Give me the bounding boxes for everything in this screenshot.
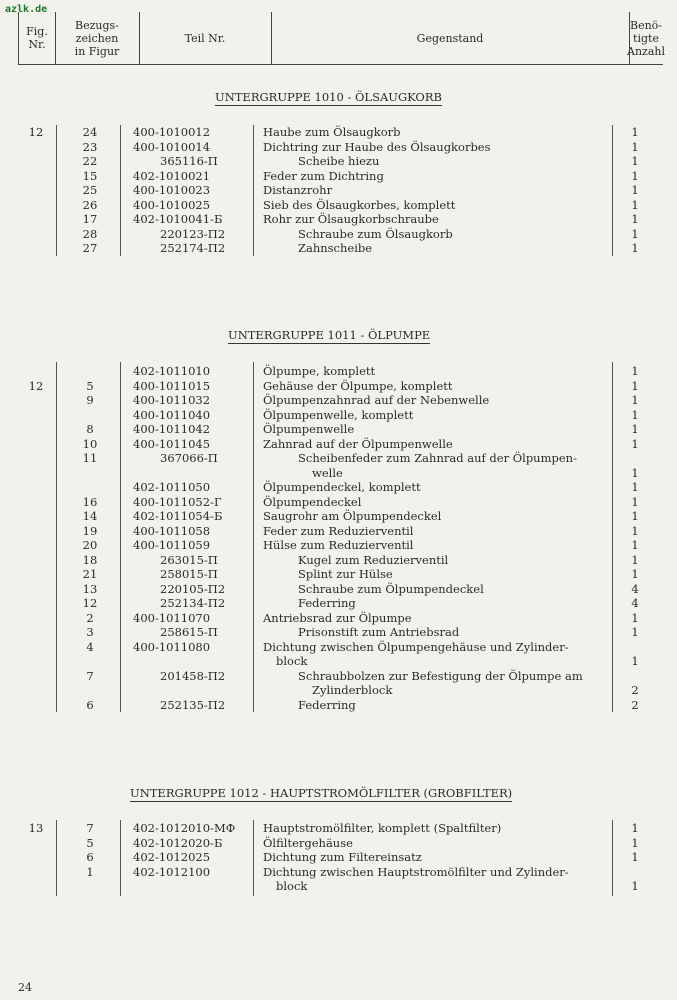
quantity: 1 bbox=[631, 226, 639, 241]
quantity: 1 bbox=[631, 480, 639, 494]
quantity: 1 bbox=[631, 197, 639, 212]
part-number: 402-1011054-Б bbox=[133, 509, 223, 523]
part-number: 201458-П2 bbox=[160, 668, 226, 683]
section-title-1011: UNTERGRUPPE 1011 - ÖLPUMPE bbox=[228, 328, 431, 342]
quantity: 1 bbox=[631, 523, 639, 538]
item-description: Ölpumpendeckel bbox=[263, 494, 362, 509]
item-description: Zylinderblock bbox=[312, 683, 393, 697]
part-number: 400-1011070 bbox=[133, 610, 211, 625]
table-row bbox=[0, 538, 677, 552]
part-number: 220105-П2 bbox=[160, 581, 226, 596]
item-description: Ölpumpendeckel, komplett bbox=[263, 480, 421, 494]
part-number: 400-1010025 bbox=[133, 197, 211, 212]
quantity: 1 bbox=[631, 393, 639, 407]
table-row bbox=[0, 466, 677, 480]
reference-number: 5 bbox=[86, 378, 94, 393]
item-description: Zahnscheibe bbox=[298, 241, 373, 255]
part-number: 402-1010021 bbox=[133, 168, 211, 183]
reference-number: 22 bbox=[82, 154, 98, 168]
item-description: Dichtung zwischen Ölpumpengehäuse und Zylinder- bbox=[263, 639, 569, 654]
reference-number: 13 bbox=[82, 581, 98, 596]
table-row bbox=[0, 879, 677, 893]
part-number: 402-1012010-МФ bbox=[133, 821, 236, 835]
item-description: Rohr zur Ölsaugkorbschraube bbox=[263, 212, 439, 226]
table-row bbox=[0, 509, 677, 523]
part-number: 400-1011015 bbox=[133, 378, 211, 393]
table-row bbox=[0, 850, 677, 864]
reference-number: 3 bbox=[86, 625, 94, 639]
table-row bbox=[0, 596, 677, 610]
table-row bbox=[0, 625, 677, 639]
reference-number: 25 bbox=[82, 183, 98, 197]
reference-number: 4 bbox=[86, 639, 94, 654]
table-row bbox=[0, 865, 677, 879]
quantity: 1 bbox=[631, 125, 639, 139]
fig-number: 12 bbox=[28, 378, 44, 393]
part-number: 400-1011040 bbox=[133, 407, 211, 422]
part-number: 400-1010014 bbox=[133, 139, 211, 154]
item-description: Ölfiltergehäuse bbox=[263, 835, 353, 850]
quantity: 1 bbox=[631, 850, 639, 864]
item-description: Dichtung zwischen Hauptstromölfilter und Zylinder- bbox=[263, 864, 569, 879]
table-row bbox=[0, 669, 677, 683]
item-description: Hülse zum Reduzierventil bbox=[263, 538, 414, 552]
reference-number: 11 bbox=[82, 451, 98, 465]
quantity: 1 bbox=[631, 509, 639, 523]
reference-number: 15 bbox=[82, 168, 98, 183]
reference-number: 20 bbox=[82, 538, 98, 552]
item-description: Gehäuse der Ölpumpe, komplett bbox=[263, 378, 453, 393]
table-row bbox=[0, 169, 677, 183]
table-row bbox=[0, 125, 677, 139]
item-description: welle bbox=[312, 465, 343, 480]
table-row bbox=[0, 698, 677, 712]
item-description: Ölpumpe, komplett bbox=[263, 364, 376, 378]
table-row bbox=[0, 836, 677, 850]
quantity: 1 bbox=[631, 879, 639, 893]
table-row bbox=[0, 524, 677, 538]
quantity: 1 bbox=[631, 241, 639, 255]
item-description: Saugrohr am Ölpumpendeckel bbox=[263, 509, 442, 523]
table-row bbox=[0, 437, 677, 451]
part-number: 400-1011080 bbox=[133, 639, 211, 654]
part-number: 252174-П2 bbox=[160, 241, 226, 255]
item-description: Splint zur Hülse bbox=[298, 567, 393, 581]
quantity: 1 bbox=[631, 436, 639, 451]
table-row bbox=[0, 611, 677, 625]
table-row bbox=[0, 212, 677, 226]
reference-number: 16 bbox=[82, 494, 98, 509]
table-row bbox=[0, 495, 677, 509]
table-row bbox=[0, 480, 677, 494]
header-gegenstand: Gegenstand bbox=[271, 12, 630, 64]
reference-number: 7 bbox=[86, 821, 94, 835]
part-number: 252135-П2 bbox=[160, 697, 226, 712]
reference-number: 10 bbox=[82, 436, 98, 451]
item-description: Feder zum Reduzierventil bbox=[263, 523, 414, 538]
quantity: 1 bbox=[631, 154, 639, 168]
item-description: Federring bbox=[298, 697, 356, 712]
watermark: azlk.de bbox=[5, 4, 48, 15]
reference-number: 7 bbox=[86, 668, 94, 683]
part-number: 400-1011042 bbox=[133, 422, 211, 436]
table-row bbox=[0, 154, 677, 168]
table-row bbox=[0, 451, 677, 465]
reference-number: 27 bbox=[82, 241, 98, 255]
part-number: 400-1011032 bbox=[133, 393, 211, 407]
table-header bbox=[18, 12, 663, 65]
table-row bbox=[0, 553, 677, 567]
item-description: Antriebsrad zur Ölpumpe bbox=[263, 610, 412, 625]
table-row bbox=[0, 241, 677, 255]
quantity: 1 bbox=[631, 212, 639, 226]
part-number: 220123-П2 bbox=[160, 226, 226, 241]
quantity: 1 bbox=[631, 378, 639, 393]
fig-number: 12 bbox=[28, 125, 44, 139]
item-description: Hauptstromölfilter, komplett (Spaltfilter) bbox=[263, 821, 502, 835]
reference-number: 28 bbox=[82, 226, 98, 241]
page-number: 24 bbox=[18, 981, 32, 994]
part-number: 402-1010041-Б bbox=[133, 212, 223, 226]
quantity: 1 bbox=[631, 407, 639, 422]
part-number: 365116-П bbox=[160, 154, 218, 168]
quantity: 4 bbox=[631, 581, 639, 596]
header-teil-nr: Teil Nr. bbox=[139, 12, 272, 64]
item-description: block bbox=[276, 879, 308, 893]
quantity: 1 bbox=[631, 567, 639, 581]
quantity: 4 bbox=[631, 596, 639, 610]
part-number: 252134-П2 bbox=[160, 596, 226, 610]
table-row bbox=[0, 379, 677, 393]
fig-number: 13 bbox=[28, 821, 44, 835]
reference-number: 24 bbox=[82, 125, 98, 139]
part-number: 402-1012100 bbox=[133, 864, 211, 879]
part-number: 400-1011059 bbox=[133, 538, 211, 552]
item-description: Feder zum Dichtring bbox=[263, 168, 384, 183]
quantity: 1 bbox=[631, 422, 639, 436]
item-description: Sieb des Ölsaugkorbes, komplett bbox=[263, 197, 456, 212]
item-description: Schraube zum Ölpumpendeckel bbox=[298, 581, 484, 596]
reference-number: 19 bbox=[82, 523, 98, 538]
part-number: 400-1011052-Г bbox=[133, 494, 222, 509]
header-anzahl: Benö- tigte Anzahl bbox=[627, 18, 665, 58]
table-row bbox=[0, 393, 677, 407]
item-description: Ölpumpenwelle bbox=[263, 422, 355, 436]
reference-number: 2 bbox=[86, 610, 94, 625]
item-description: Zahnrad auf der Ölpumpenwelle bbox=[263, 436, 453, 451]
item-description: Haube zum Ölsaugkorb bbox=[263, 125, 401, 139]
section-title-1012: UNTERGRUPPE 1012 - HAUPTSTROMÖLFILTER (GROBFILTER) bbox=[130, 786, 513, 800]
part-number: 400-1011045 bbox=[133, 436, 211, 451]
quantity: 1 bbox=[631, 821, 639, 835]
table-row bbox=[0, 640, 677, 654]
item-description: Ölpumpenzahnrad auf der Nebenwelle bbox=[263, 393, 490, 407]
item-description: Dichtung zum Filtereinsatz bbox=[263, 850, 422, 864]
part-number: 402-1012025 bbox=[133, 850, 211, 864]
reference-number: 23 bbox=[82, 139, 98, 154]
item-description: Distanzrohr bbox=[263, 183, 333, 197]
quantity: 1 bbox=[631, 610, 639, 625]
quantity: 1 bbox=[631, 139, 639, 154]
table-row bbox=[0, 227, 677, 241]
reference-number: 8 bbox=[86, 422, 94, 436]
table-row bbox=[0, 364, 677, 378]
reference-number: 21 bbox=[82, 567, 98, 581]
quantity: 2 bbox=[631, 697, 639, 712]
table-row bbox=[0, 408, 677, 422]
reference-number: 26 bbox=[82, 197, 98, 212]
quantity: 1 bbox=[631, 168, 639, 183]
quantity: 1 bbox=[631, 625, 639, 639]
reference-number: 6 bbox=[86, 850, 94, 864]
quantity: 1 bbox=[631, 183, 639, 197]
quantity: 1 bbox=[631, 835, 639, 850]
table-row bbox=[0, 567, 677, 581]
part-number: 400-1010012 bbox=[133, 125, 211, 139]
item-description: Ölpumpenwelle, komplett bbox=[263, 407, 414, 422]
part-number: 258615-П bbox=[160, 625, 218, 639]
reference-number: 5 bbox=[86, 835, 94, 850]
quantity: 1 bbox=[631, 538, 639, 552]
quantity: 1 bbox=[631, 494, 639, 509]
item-description: Schraubbolzen zur Befestigung der Ölpumpe am bbox=[298, 668, 583, 683]
table-row bbox=[0, 654, 677, 668]
item-description: block bbox=[276, 654, 308, 668]
item-description: Federring bbox=[298, 596, 356, 610]
part-number: 400-1011058 bbox=[133, 523, 211, 538]
part-number: 400-1010023 bbox=[133, 183, 211, 197]
reference-number: 14 bbox=[82, 509, 98, 523]
part-number: 367066-П bbox=[160, 451, 218, 465]
part-number: 402-1011050 bbox=[133, 480, 211, 494]
header-bezugszeichen: Bezugs- zeichen in Figur bbox=[55, 12, 140, 64]
item-description: Scheibenfeder zum Zahnrad auf der Ölpumpen- bbox=[298, 451, 577, 465]
table-row bbox=[0, 140, 677, 154]
item-description: Dichtring zur Haube des Ölsaugkorbes bbox=[263, 139, 491, 154]
table-row bbox=[0, 198, 677, 212]
reference-number: 1 bbox=[86, 864, 94, 879]
part-number: 258015-П bbox=[160, 567, 218, 581]
section-title-1010: UNTERGRUPPE 1010 - ÖLSAUGKORB bbox=[215, 90, 442, 104]
table-row bbox=[0, 422, 677, 436]
part-number: 263015-П bbox=[160, 552, 218, 567]
part-number: 402-1011010 bbox=[133, 364, 211, 378]
reference-number: 17 bbox=[82, 212, 98, 226]
part-number: 402-1012020-Б bbox=[133, 835, 223, 850]
quantity: 2 bbox=[631, 683, 639, 697]
reference-number: 9 bbox=[86, 393, 94, 407]
item-description: Prisonstift zum Antriebsrad bbox=[298, 625, 460, 639]
item-description: Scheibe hiezu bbox=[298, 154, 380, 168]
table-row bbox=[0, 183, 677, 197]
reference-number: 6 bbox=[86, 697, 94, 712]
table-row bbox=[0, 582, 677, 596]
reference-number: 18 bbox=[82, 552, 98, 567]
item-description: Kugel zum Reduzierventil bbox=[298, 552, 449, 567]
quantity: 1 bbox=[631, 364, 639, 378]
item-description: Schraube zum Ölsaugkorb bbox=[298, 226, 453, 241]
table-row bbox=[0, 821, 677, 835]
quantity: 1 bbox=[631, 465, 639, 480]
header-fig: Fig. Nr. bbox=[19, 12, 56, 64]
quantity: 1 bbox=[631, 654, 639, 668]
reference-number: 12 bbox=[82, 596, 98, 610]
quantity: 1 bbox=[631, 552, 639, 567]
table-row bbox=[0, 683, 677, 697]
